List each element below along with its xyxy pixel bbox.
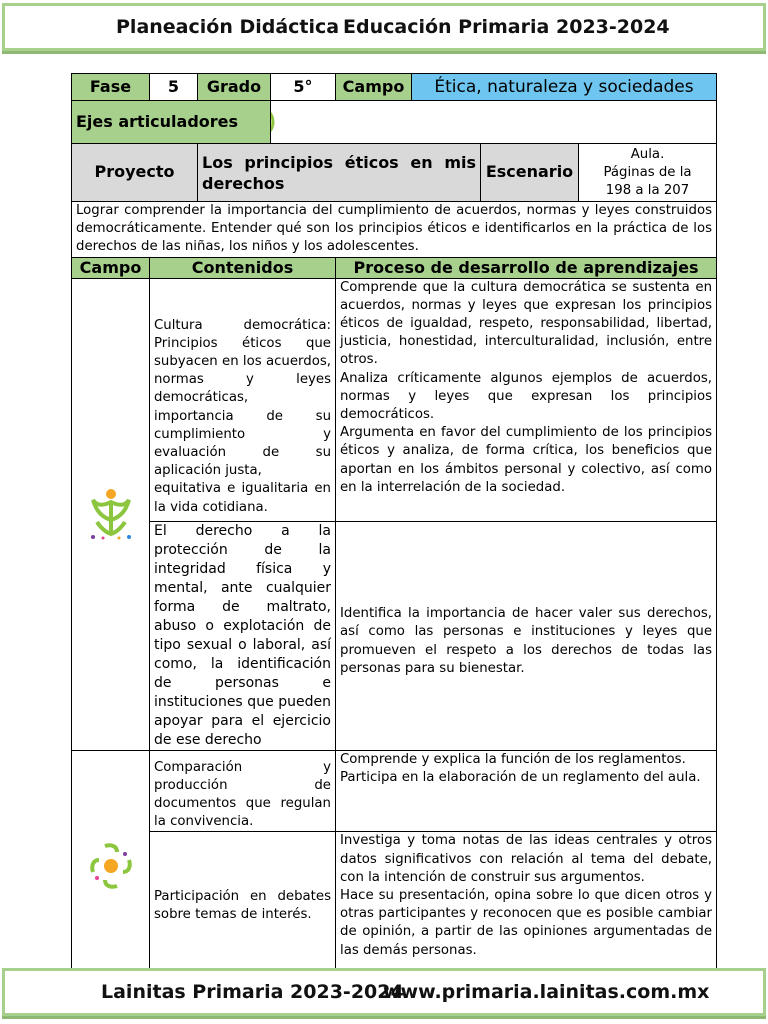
contenido-text: Cultura democrática: Principios éticos que subyacen en los acuerdos, normas y leyes democráticas, importancia de su cumplimiento y evaluación de su aplicación justa, (154, 317, 331, 479)
column-header-row (72, 257, 717, 278)
planning-table (71, 73, 717, 981)
contenido-text: Participación en debates sobre temas de interés. (150, 832, 336, 981)
contenido-text: El derecho a la protección de la integridad física y mental, ante cualquier forma de maltrato, abuso o explotación de tipo sexual o laboral, así como, la identificación de personas e instituciones que pueden apoyar para el ejercicio de ese derecho (150, 521, 336, 750)
grado-label: Grado (198, 74, 271, 101)
fase-label: Fase (72, 74, 150, 101)
proceso-cell (336, 278, 717, 521)
community-circle-icon (89, 842, 133, 890)
escenario-label: Escenario (481, 144, 579, 202)
campo-value: Ética, naturaleza y sociedades (412, 74, 717, 101)
col-contenidos: Contenidos (150, 257, 336, 278)
footer-brand: Lainitas Primaria 2023-2024 (101, 981, 404, 1003)
campo-icon-cell-2 (72, 750, 150, 981)
footer-url: www.primaria.lainitas.com.mx (383, 981, 710, 1003)
col-campo: Campo (72, 257, 150, 278)
proceso-cell (336, 832, 717, 981)
header-title: Planeación Didáctica (116, 16, 340, 38)
campo-label: Campo (336, 74, 412, 101)
objective-row (72, 202, 717, 258)
proceso-cell (336, 750, 717, 832)
campo-icon-cell-1 (72, 278, 150, 750)
x-diamond-icon (271, 105, 276, 139)
proceso-text: Participa en la elaboración de un reglamento del aula. (340, 769, 701, 785)
header-year: 2023-2024 (556, 16, 670, 38)
fase-value: 5 (150, 74, 198, 101)
contenido-text: equitativa e igualitaria en la vida cotidiana. (154, 481, 331, 515)
proceso-text: Comprende que la cultura democrática se sustenta en acuerdos, normas y leyes que expresan los principios éticos de igualdad, respeto, responsabilidad, libertad, justicia, honestidad, interculturalidad, inclusión, entre otros. (340, 279, 713, 368)
proceso-text: Comprende y explica la función de los reglamentos. (340, 751, 686, 767)
header-level: Educación Primaria (343, 16, 550, 38)
proceso-text: Identifica la importancia de hacer valer sus derechos, así como las personas e instituciones y leyes que promueven el respeto a los derechos de todas las personas para su bienestar. (336, 521, 717, 750)
info-row-ejes (72, 101, 717, 144)
proceso-text: Hace su presentación, opina sobre lo que dicen otros y otras participantes y reconocen que es posible cambiar de opinión, a partir de las opiniones argumentadas de las demás personas. (340, 888, 713, 958)
proceso-text: Investiga y toma notas de las ideas centrales y otros datos significativos con relación al tema del debate, con la intención de construir sus argumentos. (340, 833, 713, 885)
table-row (72, 278, 717, 521)
proceso-text: Analiza críticamente algunos ejemplos de acuerdos, normas y leyes que expresan los principios democráticos. (340, 370, 713, 423)
footer-banner (2, 968, 766, 1016)
proyecto-value: Los principios éticos en mis derechos (198, 144, 481, 202)
table-row (72, 750, 717, 832)
table-row (72, 521, 717, 750)
info-row-fase (72, 74, 717, 101)
contenido-cell (150, 278, 336, 521)
proceso-text: Argumenta en favor del cumplimiento de los principios éticos y analiza, de forma crítica, los beneficios que aportan en los ámbitos personal y colectivo, así como en la interrelación de la sociedad. (340, 425, 713, 495)
contenido-text: Comparación y producción de documentos que regulan la convivencia. (150, 750, 336, 832)
sprout-figure-icon (89, 488, 133, 540)
info-row-proyecto (72, 144, 717, 202)
objective-text: Lograr comprender la importancia del cumplimiento de acuerdos, normas y leyes construidos democráticamente. Entender qué son los principios éticos e identificarlos en la práctica de los derechos de las niñas, los niños y los adolescentes. (72, 202, 717, 258)
grado-value: 5° (271, 74, 336, 101)
header-banner (2, 3, 766, 51)
ejes-label: Ejes articuladores (72, 101, 271, 144)
col-proceso: Proceso de desarrollo de aprendizajes (336, 257, 717, 278)
table-row (72, 832, 717, 981)
proyecto-label: Proyecto (72, 144, 198, 202)
escenario-value: Aula. Páginas de la 198 a la 207 (579, 144, 717, 202)
